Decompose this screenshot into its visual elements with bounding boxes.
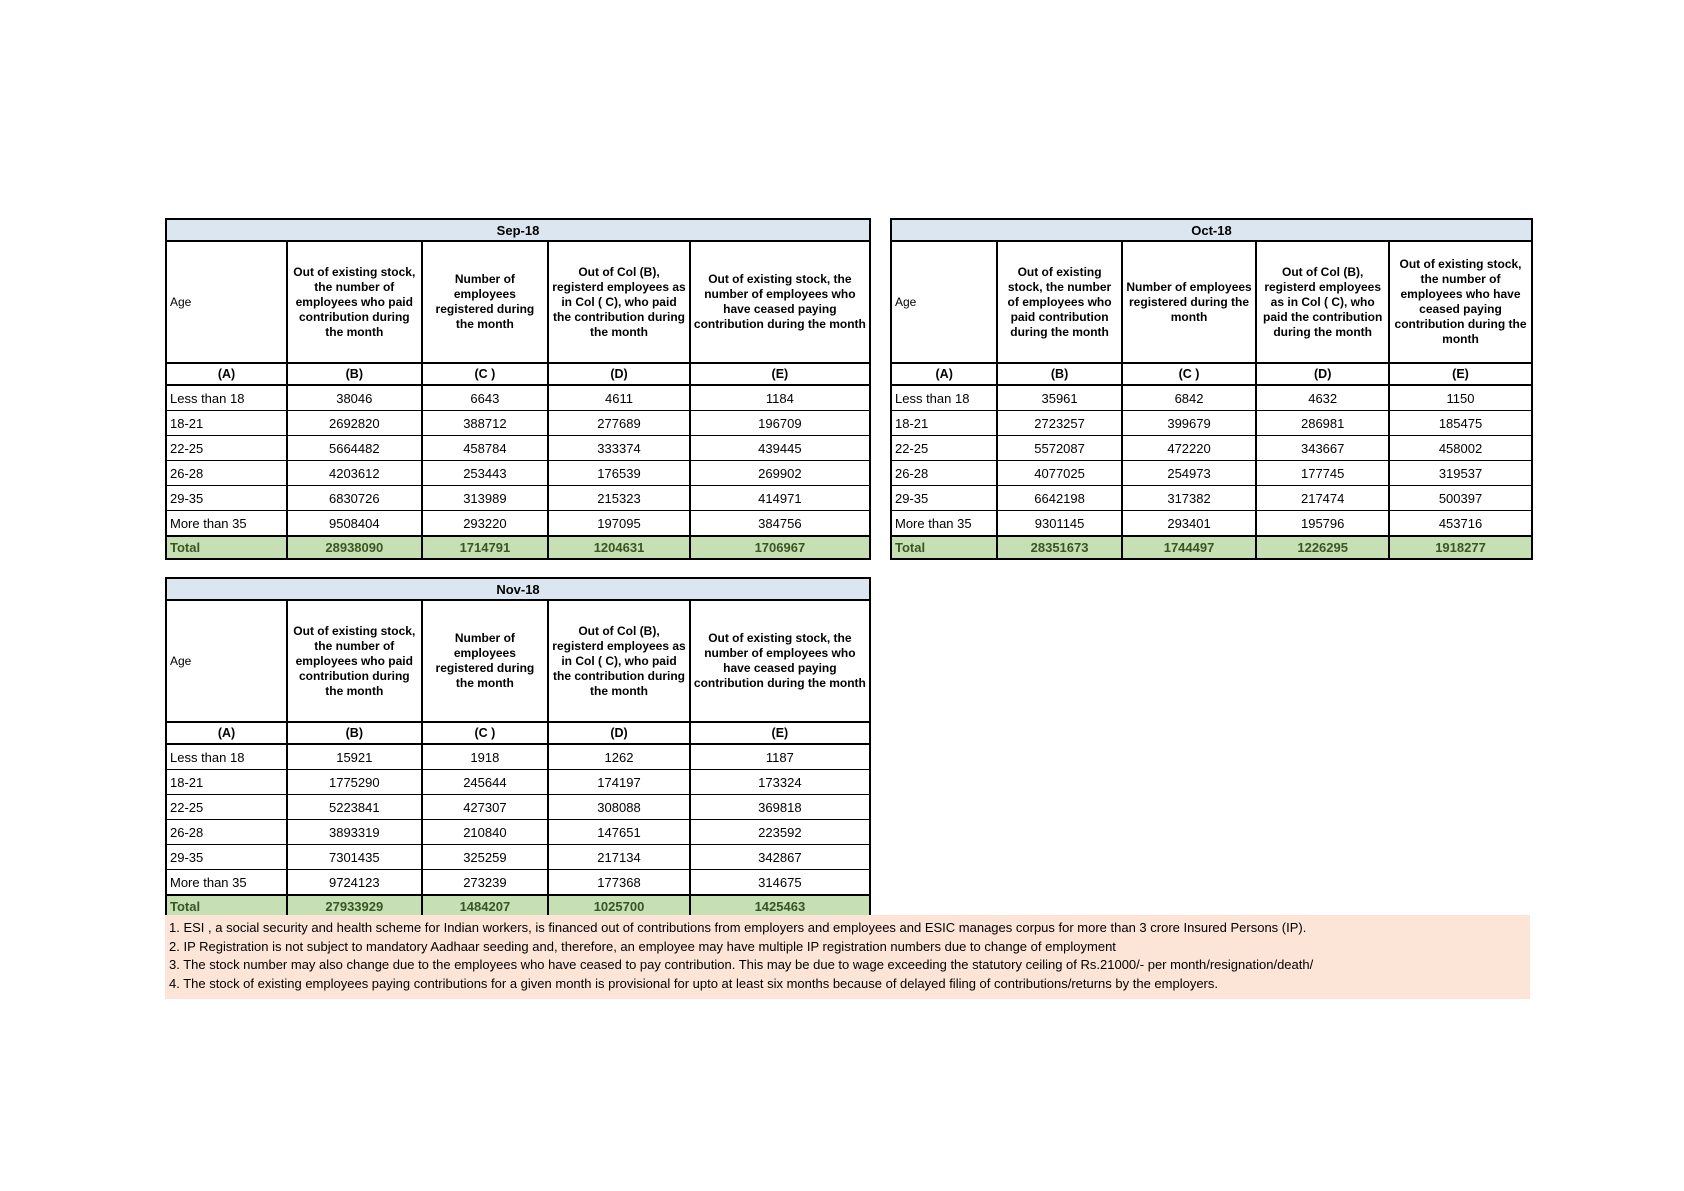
value-cell: 2692820 — [287, 411, 421, 436]
value-cell: 6643 — [422, 385, 549, 411]
age-group-label: 22-25 — [166, 795, 287, 820]
col-letter-e: (E) — [1389, 363, 1532, 385]
age-column-header: Age — [166, 241, 287, 363]
total-label: Total — [891, 536, 997, 559]
age-group-label: 26-28 — [891, 461, 997, 486]
value-cell: 185475 — [1389, 411, 1532, 436]
col-letter-c: (C ) — [1122, 363, 1257, 385]
table-row — [166, 870, 870, 896]
age-group-label: 22-25 — [891, 436, 997, 461]
value-cell: 3893319 — [287, 820, 421, 845]
value-cell: 176539 — [548, 461, 690, 486]
table-row — [166, 820, 870, 845]
column-letter-row — [891, 363, 1532, 385]
value-cell: 369818 — [690, 795, 870, 820]
total-value-cell: 1714791 — [422, 536, 549, 559]
table-row — [166, 486, 870, 511]
table-row — [166, 461, 870, 486]
col-e-header: Out of existing stock, the number of employees who have ceased paying contribution during the month — [1389, 241, 1532, 363]
total-row — [891, 536, 1532, 559]
total-value-cell: 27933929 — [287, 895, 421, 918]
value-cell: 177368 — [548, 870, 690, 896]
footnote: 4. The stock of existing employees paying contributions for a given month is provisional for upto at least six months because of delayed filing of contributions/returns by the employers. — [169, 975, 1218, 991]
value-cell: 5664482 — [287, 436, 421, 461]
total-value-cell: 28938090 — [287, 536, 421, 559]
value-cell: 293401 — [1122, 511, 1257, 537]
value-cell: 6842 — [1122, 385, 1257, 411]
table-row — [166, 411, 870, 436]
total-value-cell: 1025700 — [548, 895, 690, 918]
column-header-row — [891, 241, 1532, 363]
table-row — [166, 511, 870, 537]
value-cell: 342867 — [690, 845, 870, 870]
col-b-header: Out of existing stock, the number of employees who paid contribution during the month — [997, 241, 1121, 363]
column-header-row — [166, 600, 870, 722]
value-cell: 210840 — [422, 820, 549, 845]
col-letter-b: (B) — [287, 722, 421, 744]
age-group-label: 18-21 — [166, 411, 287, 436]
value-cell: 399679 — [1122, 411, 1257, 436]
footnotes-block — [165, 915, 1530, 999]
col-d-header: Out of Col (B), registerd employees as in Col ( C), who paid the contribution during the month — [548, 600, 690, 722]
total-row — [166, 536, 870, 559]
age-group-label: More than 35 — [166, 511, 287, 537]
total-value-cell: 1425463 — [690, 895, 870, 918]
footnote: 2. IP Registration is not subject to mandatory Aadhaar seeding and, therefore, an employee may have multiple IP registration numbers due to change of employment — [169, 938, 1116, 954]
col-c-header: Number of employees registered during the month — [422, 241, 549, 363]
column-letter-row — [166, 363, 870, 385]
value-cell: 500397 — [1389, 486, 1532, 511]
value-cell: 273239 — [422, 870, 549, 896]
total-label: Total — [166, 895, 287, 918]
value-cell: 277689 — [548, 411, 690, 436]
value-cell: 458784 — [422, 436, 549, 461]
value-cell: 173324 — [690, 770, 870, 795]
table-row — [891, 511, 1532, 537]
value-cell: 223592 — [690, 820, 870, 845]
value-cell: 197095 — [548, 511, 690, 537]
value-cell: 254973 — [1122, 461, 1257, 486]
value-cell: 2723257 — [997, 411, 1121, 436]
column-header-row — [166, 241, 870, 363]
value-cell: 1184 — [690, 385, 870, 411]
col-d-header: Out of Col (B), registerd employees as in Col ( C), who paid the contribution during the month — [1256, 241, 1389, 363]
col-e-header: Out of existing stock, the number of employees who have ceased paying contribution during the month — [690, 241, 870, 363]
value-cell: 38046 — [287, 385, 421, 411]
value-cell: 333374 — [548, 436, 690, 461]
value-cell: 4077025 — [997, 461, 1121, 486]
age-group-label: 26-28 — [166, 461, 287, 486]
col-letter-b: (B) — [997, 363, 1121, 385]
value-cell: 1262 — [548, 744, 690, 770]
col-letter-d: (D) — [1256, 363, 1389, 385]
month-title-row — [891, 219, 1532, 241]
age-group-label: 18-21 — [891, 411, 997, 436]
value-cell: 453716 — [1389, 511, 1532, 537]
table-row — [166, 795, 870, 820]
table-row — [891, 411, 1532, 436]
value-cell: 472220 — [1122, 436, 1257, 461]
value-cell: 6830726 — [287, 486, 421, 511]
value-cell: 35961 — [997, 385, 1121, 411]
column-letter-row — [166, 722, 870, 744]
value-cell: 195796 — [1256, 511, 1389, 537]
value-cell: 343667 — [1256, 436, 1389, 461]
table-row — [166, 385, 870, 411]
age-group-label: 26-28 — [166, 820, 287, 845]
col-letter-e: (E) — [690, 722, 870, 744]
col-b-header: Out of existing stock, the number of employees who paid contribution during the month — [287, 600, 421, 722]
col-letter-c: (C ) — [422, 722, 549, 744]
value-cell: 388712 — [422, 411, 549, 436]
value-cell: 1775290 — [287, 770, 421, 795]
value-cell: 1150 — [1389, 385, 1532, 411]
value-cell: 4203612 — [287, 461, 421, 486]
value-cell: 314675 — [690, 870, 870, 896]
value-cell: 217474 — [1256, 486, 1389, 511]
value-cell: 293220 — [422, 511, 549, 537]
table-sep-18 — [165, 218, 871, 560]
age-group-label: 18-21 — [166, 770, 287, 795]
value-cell: 5572087 — [997, 436, 1121, 461]
table-row — [166, 770, 870, 795]
month-title-row — [166, 578, 870, 600]
age-group-label: More than 35 — [891, 511, 997, 537]
value-cell: 9508404 — [287, 511, 421, 537]
col-e-header: Out of existing stock, the number of employees who have ceased paying contribution during the month — [690, 600, 870, 722]
col-c-header: Number of employees registered during the month — [1122, 241, 1257, 363]
table-row — [891, 461, 1532, 486]
value-cell: 1918 — [422, 744, 549, 770]
age-group-label: 22-25 — [166, 436, 287, 461]
value-cell: 5223841 — [287, 795, 421, 820]
value-cell: 177745 — [1256, 461, 1389, 486]
value-cell: 286981 — [1256, 411, 1389, 436]
col-letter-a: (A) — [891, 363, 997, 385]
age-column-header: Age — [166, 600, 287, 722]
value-cell: 9301145 — [997, 511, 1121, 537]
footnote: 3. The stock number may also change due to the employees who have ceased to pay contribution. This may be due to wage exceeding the statutory ceiling of Rs.21000/- per month/resignation/death/ — [169, 957, 1314, 972]
total-value-cell: 1744497 — [1122, 536, 1257, 559]
value-cell: 6642198 — [997, 486, 1121, 511]
col-letter-a: (A) — [166, 722, 287, 744]
value-cell: 253443 — [422, 461, 549, 486]
month-title: Sep-18 — [166, 219, 870, 241]
value-cell: 325259 — [422, 845, 549, 870]
total-value-cell: 28351673 — [997, 536, 1121, 559]
col-letter-d: (D) — [548, 363, 690, 385]
value-cell: 269902 — [690, 461, 870, 486]
table-oct-18 — [890, 218, 1533, 560]
value-cell: 7301435 — [287, 845, 421, 870]
table-row — [166, 436, 870, 461]
month-title: Nov-18 — [166, 578, 870, 600]
value-cell: 317382 — [1122, 486, 1257, 511]
month-title-row — [166, 219, 870, 241]
age-group-label: 29-35 — [166, 845, 287, 870]
value-cell: 319537 — [1389, 461, 1532, 486]
value-cell: 174197 — [548, 770, 690, 795]
col-c-header: Number of employees registered during the month — [422, 600, 549, 722]
value-cell: 308088 — [548, 795, 690, 820]
value-cell: 196709 — [690, 411, 870, 436]
age-group-label: 29-35 — [166, 486, 287, 511]
col-letter-b: (B) — [287, 363, 421, 385]
col-letter-a: (A) — [166, 363, 287, 385]
age-group-label: Less than 18 — [891, 385, 997, 411]
table-row — [891, 436, 1532, 461]
age-group-label: 29-35 — [891, 486, 997, 511]
value-cell: 458002 — [1389, 436, 1532, 461]
value-cell: 384756 — [690, 511, 870, 537]
col-letter-c: (C ) — [422, 363, 549, 385]
total-value-cell: 1204631 — [548, 536, 690, 559]
col-letter-d: (D) — [548, 722, 690, 744]
month-title: Oct-18 — [891, 219, 1532, 241]
total-value-cell: 1918277 — [1389, 536, 1532, 559]
value-cell: 215323 — [548, 486, 690, 511]
col-b-header: Out of existing stock, the number of employees who paid contribution during the month — [287, 241, 421, 363]
value-cell: 427307 — [422, 795, 549, 820]
table-row — [166, 744, 870, 770]
value-cell: 9724123 — [287, 870, 421, 896]
age-group-label: Less than 18 — [166, 744, 287, 770]
value-cell: 414971 — [690, 486, 870, 511]
value-cell: 15921 — [287, 744, 421, 770]
total-value-cell: 1484207 — [422, 895, 549, 918]
value-cell: 217134 — [548, 845, 690, 870]
value-cell: 245644 — [422, 770, 549, 795]
value-cell: 147651 — [548, 820, 690, 845]
value-cell: 313989 — [422, 486, 549, 511]
value-cell: 439445 — [690, 436, 870, 461]
value-cell: 4611 — [548, 385, 690, 411]
table-row — [891, 486, 1532, 511]
total-value-cell: 1706967 — [690, 536, 870, 559]
table-row — [891, 385, 1532, 411]
footnote: 1. ESI , a social security and health scheme for Indian workers, is financed out of contributions from employers and employees and ESIC manages corpus for more than 3 crore Insured Persons (IP). — [169, 920, 1307, 935]
total-value-cell: 1226295 — [1256, 536, 1389, 559]
total-label: Total — [166, 536, 287, 559]
age-group-label: More than 35 — [166, 870, 287, 896]
value-cell: 4632 — [1256, 385, 1389, 411]
col-letter-e: (E) — [690, 363, 870, 385]
table-row — [166, 845, 870, 870]
age-column-header: Age — [891, 241, 997, 363]
age-group-label: Less than 18 — [166, 385, 287, 411]
col-d-header: Out of Col (B), registerd employees as in Col ( C), who paid the contribution during the month — [548, 241, 690, 363]
value-cell: 1187 — [690, 744, 870, 770]
table-nov-18 — [165, 577, 871, 919]
